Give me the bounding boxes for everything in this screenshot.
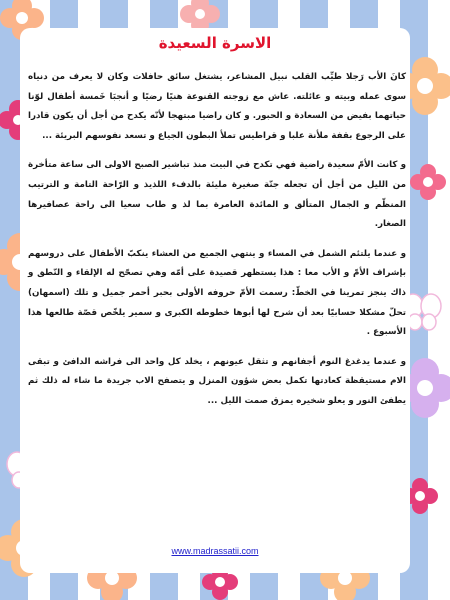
story-title: الاسرة السعيدة [158, 34, 272, 52]
paragraph: كانَ الأب رَجلا طيِّب القلب نبيل المشاعر، يشتغل سائق حافلات وكان لا يعرف من دنياه سوى عمله وبيته و عائلته. عاش مع زوجته القنوعة هنيًا رضيًا و أنجبَا خَمسة أطفال لوّنا حياتهما بفيض من السعادة و الحبور. و كان راضيا مبتهجا لأنّه يكدح من أجل أن يكون قادرا على الرجوع بقفة ملأنة علبا و قراطيس تملأ البطون الجياع و تسعد نفوسهم البريئة ... [28, 72, 406, 141]
text-card [20, 28, 410, 573]
website-link[interactable]: www.madrassatii.com [171, 546, 259, 556]
paragraph: و كانت الأمّ سعيدة راضية فهي تكدح في البيت منذ تباشير الصبح الاولى الى ساعة متأخرة من الليل من أجل أن تجعله جنّة صغيرة مليئة بالدفء اللذيذ و الرّاحة التامة و الترتيب المنظّم و الجمال المتألق و المائدة العامرة بما لذ و طاب سعيا الى راحة عصافيرها الصغار. [28, 160, 406, 230]
paragraph: و عندما يدغدغ النوم أجفانهم و تثقل عيونهم ، يخلد كل واحد الى فراشه الدافئ و تبقى الام مستيقظة كعادتها تكمل بعض شؤون المنزل و يتصفح الاب جريدة ما شاء له ذلك ثم يطفئ النور و يعلو شخيره يمزق صمت الليل ... [28, 356, 406, 406]
story-body [28, 68, 406, 422]
paragraph: و عندما يلتئم الشمل في المساء و ينتهي الجميع من العشاء ينكبّ الأطفال على دروسهم بإشراف الأمّ و الأب معا : هذا يستظهر قصيدة على أمّه وهي تصحّح له الإلقاء و النّطق و ذاك ينجز تمرينا في الخطّ: رسمت الأمّ حروفه الأولى بحبر أحمر جميل و تلك (اسمهان) تحلّ مشكلا حسابيّا بعد أن شرح لها أبوها خطوطه الكبرى و سمير يلخّص قصّة طالعها هذا الأسبوع . [28, 248, 406, 338]
flower-icon [410, 164, 446, 200]
